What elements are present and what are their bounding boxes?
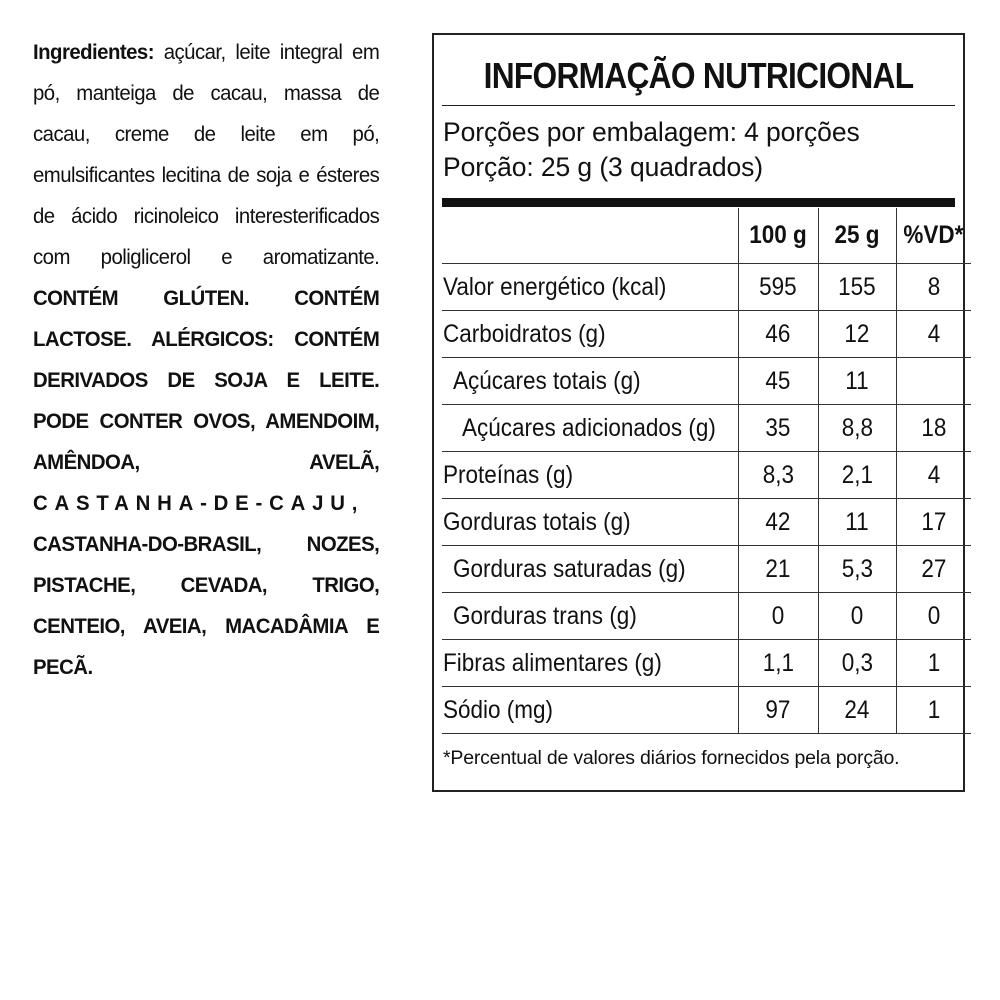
footnote: *Percentual de valores diários fornecidos pela porção. <box>443 747 900 769</box>
header-daily-value: %VD* <box>896 208 971 264</box>
serving-size: Porção: 25 g (3 quadrados) <box>443 152 764 182</box>
value-daily-percent: 1 <box>896 687 971 734</box>
table-row <box>442 311 971 358</box>
table-row <box>442 593 971 640</box>
value-daily-percent: 8 <box>896 264 971 311</box>
nutrient-label: Gorduras trans (g) <box>442 593 738 640</box>
table-row <box>442 640 971 687</box>
table-row <box>442 499 971 546</box>
nutrition-facts-panel <box>432 33 965 792</box>
ingredients-list: açúcar, leite integral em pó, manteiga de cacau, massa de cacau, creme de leite em pó, emulsificantes lecitina de soja e ésteres de ácido ricinoleico interesterificados com poliglicerol e aromatizante. <box>33 41 380 269</box>
table-header-row <box>442 208 971 264</box>
table-row <box>442 405 971 452</box>
ingredients-text <box>33 32 379 688</box>
value-daily-percent: 18 <box>896 405 971 452</box>
thick-divider <box>442 198 955 207</box>
value-daily-percent <box>896 358 971 405</box>
value-per-25g: 12 <box>818 311 896 358</box>
value-per-100g: 0 <box>738 593 818 640</box>
table-row <box>442 687 971 734</box>
table-row <box>442 452 971 499</box>
value-daily-percent: 1 <box>896 640 971 687</box>
ingredients-label: Ingredientes: <box>33 41 154 64</box>
nutrient-label: Gorduras totais (g) <box>442 499 738 546</box>
value-daily-percent: 0 <box>896 593 971 640</box>
value-per-25g: 24 <box>818 687 896 734</box>
value-per-100g: 8,3 <box>738 452 818 499</box>
value-per-100g: 35 <box>738 405 818 452</box>
nutrient-label: Gorduras saturadas (g) <box>442 546 738 593</box>
value-per-100g: 595 <box>738 264 818 311</box>
value-per-25g: 5,3 <box>818 546 896 593</box>
allergen-warning-continued: CASTANHA-DO-BRASIL, NOZES, PISTACHE, CEVADA, TRIGO, CENTEIO, AVEIA, MACADÂMIA E PECÃ. <box>33 533 380 679</box>
table-row <box>442 546 971 593</box>
value-per-25g: 0 <box>818 593 896 640</box>
value-per-100g: 45 <box>738 358 818 405</box>
serving-info <box>443 115 955 185</box>
value-per-100g: 46 <box>738 311 818 358</box>
nutrient-label: Açúcares totais (g) <box>442 358 738 405</box>
allergen-warning-spaced: CASTANHA-DE-CAJU, <box>33 492 365 515</box>
nutrient-label: Proteínas (g) <box>442 452 738 499</box>
table-row <box>442 264 971 311</box>
value-per-25g: 11 <box>818 358 896 405</box>
nutrient-label: Fibras alimentares (g) <box>442 640 738 687</box>
value-per-25g: 0,3 <box>818 640 896 687</box>
panel-title: INFORMAÇÃO NUTRICIONAL <box>483 55 914 96</box>
value-per-100g: 42 <box>738 499 818 546</box>
value-per-25g: 155 <box>818 264 896 311</box>
nutrient-label: Valor energético (kcal) <box>442 264 738 311</box>
nutrition-table <box>442 208 971 734</box>
nutrient-label: Carboidratos (g) <box>442 311 738 358</box>
header-per-25g: 25 g <box>818 208 896 264</box>
value-per-100g: 97 <box>738 687 818 734</box>
servings-per-package: Porções por embalagem: 4 porções <box>443 117 860 147</box>
value-per-25g: 11 <box>818 499 896 546</box>
table-row <box>442 358 971 405</box>
value-daily-percent: 17 <box>896 499 971 546</box>
value-daily-percent: 27 <box>896 546 971 593</box>
value-per-100g: 21 <box>738 546 818 593</box>
nutrient-label: Açúcares adicionados (g) <box>442 405 738 452</box>
value-per-25g: 8,8 <box>818 405 896 452</box>
allergen-warning: CONTÉM GLÚTEN. CONTÉM LACTOSE. ALÉRGICOS: CONTÉM DERIVADOS DE SOJA E LEITE. PODE CONTER OVOS, AMENDOIM, AMÊNDOA, AVELÃ, <box>33 287 380 474</box>
value-daily-percent: 4 <box>896 311 971 358</box>
value-daily-percent: 4 <box>896 452 971 499</box>
title-divider <box>442 105 955 106</box>
header-per-100g: 100 g <box>738 208 818 264</box>
header-blank <box>442 208 738 264</box>
nutrient-label: Sódio (mg) <box>442 687 738 734</box>
value-per-25g: 2,1 <box>818 452 896 499</box>
value-per-100g: 1,1 <box>738 640 818 687</box>
